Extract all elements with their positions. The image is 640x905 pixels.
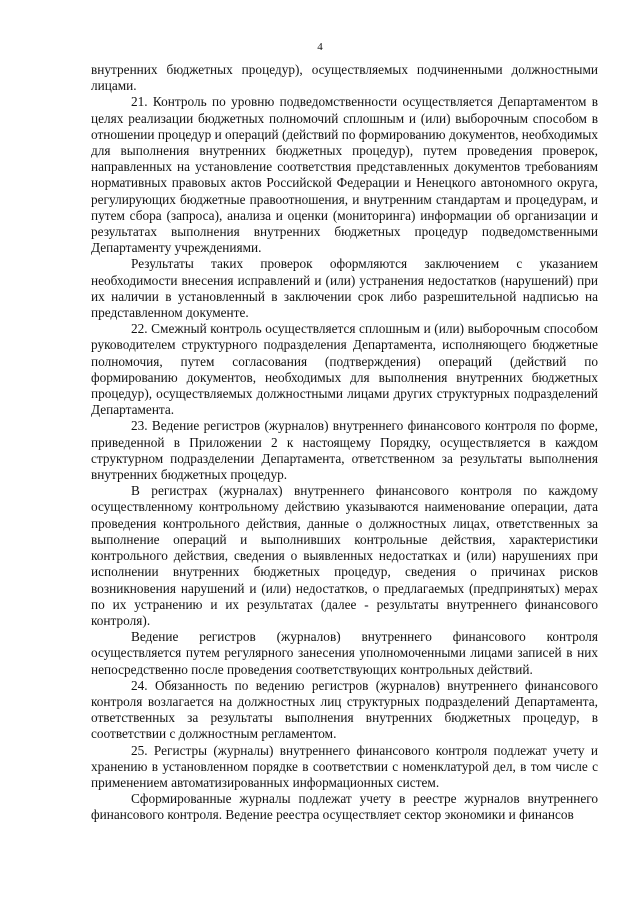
paragraph-21-results: Результаты таких проверок оформляются заключением с указанием необходимости внесения исправлений и (или) устранения недостатков (нарушений) при их наличии в установленный в заключении срок либо разрешительной надписью на представленном документе.: [91, 256, 598, 321]
document-body: [91, 62, 598, 824]
paragraph-23: 23. Ведение регистров (журналов) внутреннего финансового контроля по форме, приведенной в Приложении 2 к настоящему Порядку, осуществляется в каждом структурном подразделении Департамента, ответственном за результаты выполнения внутренних бюджетных процедур.: [91, 418, 598, 483]
paragraph-24: 24. Обязанность по ведению регистров (журналов) внутреннего финансового контроля возлагается на должностных лиц структурных подразделений Департамента, ответственных за результаты выполнения внутренних бюджетных процедур, в соответствии с должностным регламентом.: [91, 677, 598, 742]
paragraph-22: 22. Смежный контроль осуществляется сплошным и (или) выборочным способом руководителем структурного подразделения Департамента, исполняющего бюджетные полномочия, путем согласования (подтверждения) операций (действий по формированию документов, необходимых для выполнения внутренних бюджетных процедур), осуществляемых должностными лицами других структурных подразделений Департамента.: [91, 321, 598, 418]
paragraph-21: 21. Контроль по уровню подведомственности осуществляется Департаментом в целях реализации бюджетных полномочий сплошным и (или) выборочным способом в отношении процедур и операций (действий по формированию документов, необходимых для выполнения внутренних бюджетных процедур), путем проведения проверок, направленных на установление соответствия представленных документов требованиям нормативных правовых актов Российской Федерации и Ненецкого автономного округа, регулирующих бюджетные правоотношения, и внутренним стандартам и процедурам, и путем сбора (запроса), анализа и оценки (мониторинга) информации об организации и результатах выполнения внутренних бюджетных процедур подведомственными Департаменту учреждениями.: [91, 94, 598, 256]
paragraph-23-maintenance: Ведение регистров (журналов) внутреннего финансового контроля осуществляется путем регулярного занесения уполномоченными лицами записей в них непосредственно после проведения соответствующих контрольных действий.: [91, 629, 598, 677]
page-number: 4: [317, 41, 323, 53]
paragraph-25: 25. Регистры (журналы) внутреннего финансового контроля подлежат учету и хранению в установленном порядке в соответствии с номенклатурой дел, в том числе с применением автоматизированных информационных систем.: [91, 742, 598, 790]
paragraph-23-registers: В регистрах (журналах) внутреннего финансового контроля по каждому осуществленному контрольному действию указываются наименование операции, дата проведения контрольного действия, данные о должностных лицах, ответственных за выполнение операций и выполнивших контрольные действия, характеристики контрольного действия, сведения о выявленных недостатках и (или) нарушениях при исполнении внутренних бюджетных процедур, сведения о причинах рисков возникновения нарушений и (или) недостатков, о предлагаемых (предпринятых) мерах по их устранению и их результатах (далее - результаты внутреннего финансового контроля).: [91, 483, 598, 628]
paragraph-continuation: внутренних бюджетных процедур), осуществляемых подчиненными должностными лицами.: [91, 62, 598, 94]
paragraph-25-journals: Сформированные журналы подлежат учету в реестре журналов внутреннего финансового контроля. Ведение реестра осуществляет сектор экономики и финансов: [91, 791, 598, 823]
